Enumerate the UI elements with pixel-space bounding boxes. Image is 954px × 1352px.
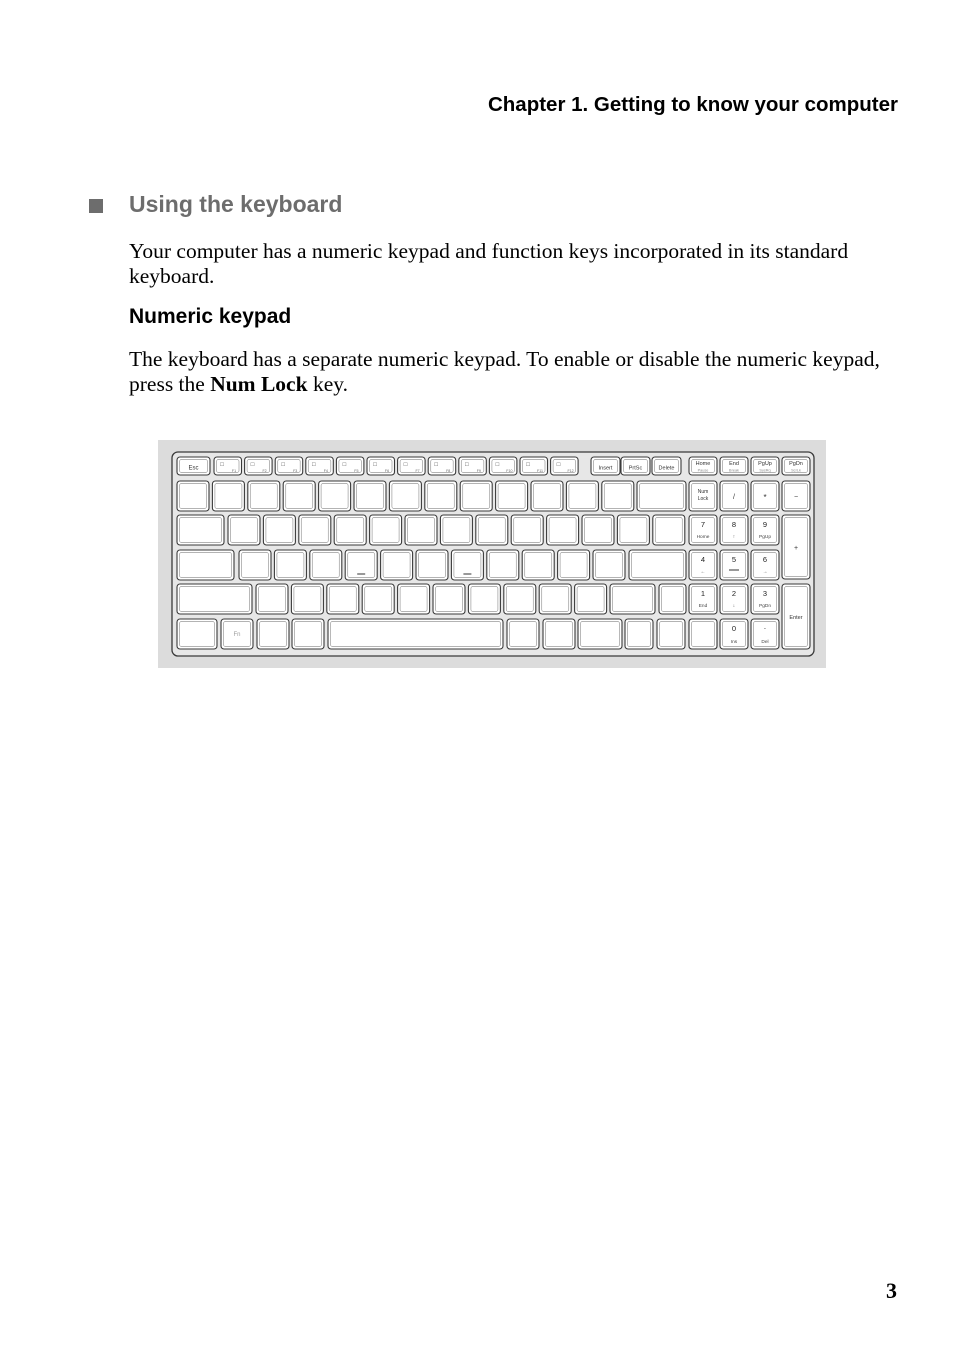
esc-key bbox=[177, 457, 210, 475]
nav-key-sublabel: Break bbox=[729, 468, 739, 473]
key bbox=[389, 481, 421, 511]
key bbox=[310, 550, 342, 580]
numpad-key-6 bbox=[751, 550, 779, 580]
numpad-plus-key bbox=[782, 515, 810, 579]
nav-key-pgdn bbox=[782, 457, 810, 475]
nav-key-label: PgUp bbox=[758, 461, 772, 467]
numpad-enter-label: Enter bbox=[789, 615, 803, 621]
section-title: Using the keyboard bbox=[129, 191, 343, 217]
function-key-label: F12 bbox=[567, 469, 574, 473]
delete-key bbox=[652, 457, 681, 475]
function-key-11 bbox=[520, 457, 548, 475]
key bbox=[593, 550, 625, 580]
numpad-blank-key bbox=[689, 619, 717, 649]
ctrl-key bbox=[177, 619, 217, 649]
numpad-key-2 bbox=[720, 584, 748, 614]
numpad-star-key bbox=[751, 481, 779, 511]
numpad-sublabel: Ins bbox=[730, 640, 738, 645]
key bbox=[451, 550, 483, 580]
function-key-6 bbox=[367, 457, 395, 475]
nav-key-pgup bbox=[751, 457, 779, 475]
brightness-icon: □ bbox=[403, 462, 408, 468]
numpad-sublabel: PgDn bbox=[759, 604, 771, 609]
numpad-digit-label: 8 bbox=[731, 520, 737, 529]
numpad-sublabel: → bbox=[762, 570, 768, 575]
function-key-label: F11 bbox=[537, 469, 543, 473]
function-key-12 bbox=[551, 457, 579, 475]
key bbox=[566, 481, 598, 511]
tab-key bbox=[177, 515, 224, 545]
touchpad-icon: □ bbox=[342, 462, 347, 468]
key bbox=[460, 481, 492, 511]
key bbox=[522, 550, 554, 580]
airplane-icon: □ bbox=[311, 462, 316, 468]
insert-key-label: Insert bbox=[598, 465, 613, 472]
key bbox=[653, 515, 685, 545]
function-key-label: F1 bbox=[231, 469, 237, 473]
section-bullet bbox=[89, 199, 103, 213]
numpad-key-5 bbox=[720, 550, 748, 580]
key bbox=[327, 584, 359, 614]
key bbox=[539, 584, 571, 614]
enter-key bbox=[629, 550, 686, 580]
nav-key-home bbox=[689, 457, 717, 475]
chapter-header: Chapter 1. Getting to know your computer bbox=[487, 93, 898, 116]
key bbox=[299, 515, 331, 545]
right-shift-key bbox=[610, 584, 655, 614]
numpad-key-9 bbox=[751, 515, 779, 545]
function-key-label: F10 bbox=[506, 469, 513, 473]
key bbox=[558, 550, 590, 580]
key bbox=[433, 584, 465, 614]
left-shift-key bbox=[177, 584, 252, 614]
function-key-label: F3 bbox=[293, 469, 298, 473]
numpad-digit-label: 0 bbox=[731, 624, 737, 633]
numpad-sublabel: Home bbox=[696, 535, 710, 540]
function-key-label: F7 bbox=[415, 469, 420, 473]
function-key-label: F4 bbox=[323, 469, 328, 473]
numpad-sublabel: End bbox=[698, 604, 708, 609]
numpad-sublabel: ↑ bbox=[732, 535, 736, 540]
prtsc-key-label: PrtSc bbox=[628, 465, 643, 472]
insert-key bbox=[591, 457, 620, 475]
key bbox=[334, 515, 366, 545]
keyboard-diagram bbox=[158, 440, 826, 668]
numpad-digit-label: 7 bbox=[700, 520, 706, 529]
num-lock-term: Num Lock bbox=[210, 372, 308, 396]
key bbox=[248, 481, 280, 511]
key bbox=[398, 584, 430, 614]
key bbox=[354, 481, 386, 511]
nav-key-sublabel: SysRq bbox=[759, 468, 771, 473]
numpad-digit-label: 1 bbox=[700, 589, 706, 598]
key bbox=[575, 584, 607, 614]
nav-key-end bbox=[720, 457, 748, 475]
key bbox=[496, 481, 528, 511]
function-key-label: F9 bbox=[476, 469, 481, 473]
intro-paragraph: Your computer has a numeric keypad and function keys incorporated in its standard keyboard. bbox=[129, 239, 849, 288]
windows-key bbox=[257, 619, 289, 649]
numpad-digit-label: 2 bbox=[731, 589, 737, 598]
key bbox=[370, 515, 402, 545]
numpad-slash-label: / bbox=[733, 494, 735, 501]
numpad-enter-key bbox=[782, 584, 810, 649]
subheading: Numeric keypad bbox=[129, 305, 292, 328]
key bbox=[405, 515, 437, 545]
caps-lock-key bbox=[177, 550, 234, 580]
nav-key-label: Home bbox=[695, 461, 711, 467]
nav-key-label: End bbox=[729, 461, 739, 467]
numpad-sublabel: ↓ bbox=[732, 604, 736, 609]
numpad-sublabel: ← bbox=[700, 570, 706, 575]
function-key-label: F6 bbox=[384, 469, 390, 473]
arrow-up-key bbox=[659, 584, 686, 614]
numpad-digit-label: · bbox=[763, 624, 767, 633]
numpad-digit-label: 6 bbox=[762, 555, 768, 564]
numpad-star-label: * bbox=[763, 493, 767, 502]
numpad-digit-label: 4 bbox=[700, 555, 706, 564]
numpad-key-8 bbox=[720, 515, 748, 545]
numpad-slash-key bbox=[720, 481, 748, 511]
key bbox=[602, 481, 634, 511]
function-key-5 bbox=[336, 457, 364, 475]
mute-icon: □ bbox=[220, 462, 224, 468]
menu-key bbox=[578, 619, 622, 649]
key bbox=[504, 584, 536, 614]
nav-key-sublabel: ScrLk bbox=[791, 468, 801, 473]
alt-key bbox=[292, 619, 324, 649]
num-lock-label: Num bbox=[697, 489, 709, 495]
numpad-key-3 bbox=[751, 584, 779, 614]
fn-label: Fn bbox=[233, 632, 241, 638]
numpad-plus-label: + bbox=[793, 545, 799, 552]
key bbox=[381, 550, 413, 580]
keyboard-figure bbox=[158, 440, 826, 668]
screen-icon: □ bbox=[495, 462, 500, 468]
key bbox=[263, 515, 295, 545]
nav-key-label: PgDn bbox=[789, 461, 803, 467]
key bbox=[256, 584, 288, 614]
numpad-minus-key bbox=[782, 481, 810, 511]
fn-key bbox=[221, 619, 253, 649]
brightness-down-icon: □ bbox=[526, 462, 530, 468]
function-key-4 bbox=[306, 457, 334, 475]
esc-label: Esc bbox=[188, 465, 199, 472]
key bbox=[228, 515, 260, 545]
function-key-2 bbox=[245, 457, 273, 475]
space-key bbox=[328, 619, 503, 649]
body-text-end: key. bbox=[307, 372, 348, 396]
back-icon: □ bbox=[250, 462, 255, 468]
key bbox=[291, 584, 323, 614]
key bbox=[582, 515, 614, 545]
key bbox=[531, 481, 563, 511]
delete-key-label: Delete bbox=[658, 465, 675, 472]
function-key-1 bbox=[214, 457, 242, 475]
function-key-label: F8 bbox=[446, 469, 451, 473]
key bbox=[476, 515, 508, 545]
numpad-paragraph bbox=[129, 347, 899, 397]
numpad-key-1 bbox=[689, 584, 717, 614]
numpad-key-0 bbox=[720, 619, 748, 649]
key bbox=[177, 481, 209, 511]
key bbox=[345, 550, 377, 580]
page-number: 3 bbox=[886, 1278, 897, 1303]
function-key-10 bbox=[489, 457, 517, 475]
key bbox=[547, 515, 579, 545]
arrow-left-key bbox=[625, 619, 653, 649]
brightness-up-icon: □ bbox=[556, 462, 561, 468]
numpad-dot-key bbox=[751, 619, 779, 649]
function-key-3 bbox=[275, 457, 303, 475]
num-lock-key bbox=[689, 481, 717, 511]
key bbox=[319, 481, 351, 511]
numpad-key-4 bbox=[689, 550, 717, 580]
alt-gr-key bbox=[507, 619, 539, 649]
key bbox=[468, 584, 500, 614]
numpad-sublabel: PgUp bbox=[759, 535, 771, 540]
key bbox=[212, 481, 244, 511]
function-key-7 bbox=[398, 457, 426, 475]
num-lock-label-2: Lock bbox=[697, 496, 709, 502]
body-text: The keyboard has a separate numeric keypad. To enable or disable the numeric keypad, press the bbox=[129, 347, 880, 396]
key bbox=[617, 515, 649, 545]
numpad-sublabel: Del bbox=[761, 640, 769, 645]
key bbox=[425, 481, 457, 511]
numpad-digit-label: 9 bbox=[762, 520, 768, 529]
function-key-label: F5 bbox=[354, 469, 359, 473]
key bbox=[416, 550, 448, 580]
key bbox=[487, 550, 519, 580]
key bbox=[440, 515, 472, 545]
numpad-key-7 bbox=[689, 515, 717, 545]
close-window-icon: □ bbox=[464, 462, 469, 468]
volume-icon: □ bbox=[281, 462, 286, 468]
function-key-label: F2 bbox=[262, 469, 267, 473]
nav-key-sublabel: Pause bbox=[697, 468, 709, 473]
display-icon: □ bbox=[373, 462, 377, 468]
arrow-down-key bbox=[657, 619, 685, 649]
numpad-minus-label: − bbox=[793, 494, 799, 501]
key bbox=[283, 481, 315, 511]
key bbox=[239, 550, 271, 580]
function-key-8 bbox=[428, 457, 456, 475]
numpad-digit-label: 3 bbox=[762, 589, 768, 598]
key bbox=[362, 584, 394, 614]
numpad-digit-label: 5 bbox=[731, 555, 737, 564]
ctrl-right-key bbox=[543, 619, 575, 649]
key bbox=[511, 515, 543, 545]
backspace-key bbox=[637, 481, 686, 511]
prtsc-key bbox=[621, 457, 650, 475]
key bbox=[274, 550, 306, 580]
function-key-9 bbox=[459, 457, 487, 475]
keyboard-light-icon: □ bbox=[434, 462, 439, 468]
